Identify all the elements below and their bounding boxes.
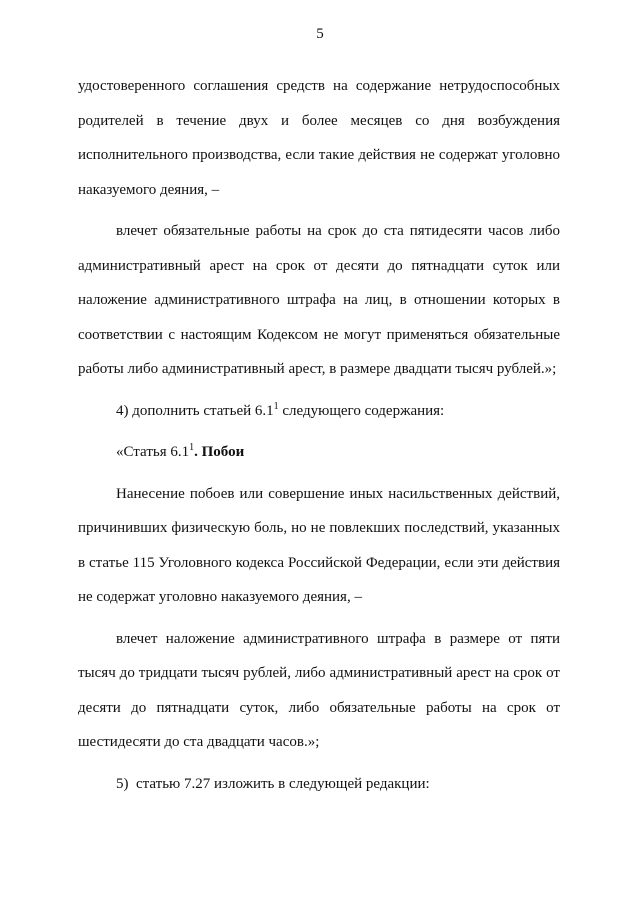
text-line: не содержат уголовно наказуемого деяния, –: [78, 589, 362, 605]
text-line: удостоверенного соглашения средств на содержание нетрудоспособных: [78, 78, 560, 94]
text-line: Нанесение побоев или совершение иных насильственных действий,: [116, 485, 560, 502]
superscript: 1: [273, 400, 279, 412]
paragraph-sanction: [78, 214, 560, 387]
text-line: шестидесяти до ста двадцати часов.»;: [78, 734, 320, 750]
text-line: соответствии с настоящим Кодексом не могут применяться обязательные: [78, 326, 560, 343]
text-line: влечет наложение административного штрафа в размере от пяти: [116, 630, 560, 647]
text-line: влечет обязательные работы на срок до ста пятидесяти часов либо: [116, 223, 560, 239]
text-line: наказуемого деяния, –: [78, 181, 220, 198]
text-span: следующего содержания:: [278, 402, 445, 419]
text-line: родителей в течение двух и более месяцев со дня возбуждения: [78, 112, 560, 129]
paragraph-continuation: [78, 69, 560, 207]
page-number: 5: [316, 26, 324, 42]
text-span: 4) дополнить статьей 6.1: [116, 402, 274, 419]
paragraph-article-sanction: [78, 622, 560, 760]
text-line: административный арест на срок от десяти до пятнадцати суток или: [78, 257, 560, 274]
document-body: [78, 69, 560, 801]
text-line: тысяч до тридцати тысяч рублей, либо административный арест на срок от: [78, 665, 560, 681]
paragraph-amendment-4: [78, 394, 560, 429]
article-heading: [78, 435, 560, 470]
text-span: «Статья 6.1: [116, 444, 190, 460]
text-line: в статье 115 Уголовного кодекса Российской Федерации, если эти действия: [78, 554, 560, 571]
text-line: исполнительного производства, если такие действия не содержат уголовно: [78, 147, 560, 163]
paragraph-amendment-5: 5) статью 7.27 изложить в следующей редакции:: [116, 775, 430, 792]
article-title: . Побои: [194, 444, 245, 460]
text-line: десяти до пятнадцати суток, либо обязательные работы на срок от: [78, 699, 560, 716]
text-line: наложение административного штрафа на лиц, в отношении которых в: [78, 292, 560, 308]
superscript: 1: [189, 442, 195, 453]
paragraph-article-text: [78, 477, 560, 615]
text-line: причинивших физическую боль, но не повлекших последствий, указанных: [78, 520, 560, 536]
text-line: работы либо административный арест, в размере двадцати тысяч рублей.»;: [78, 361, 557, 377]
